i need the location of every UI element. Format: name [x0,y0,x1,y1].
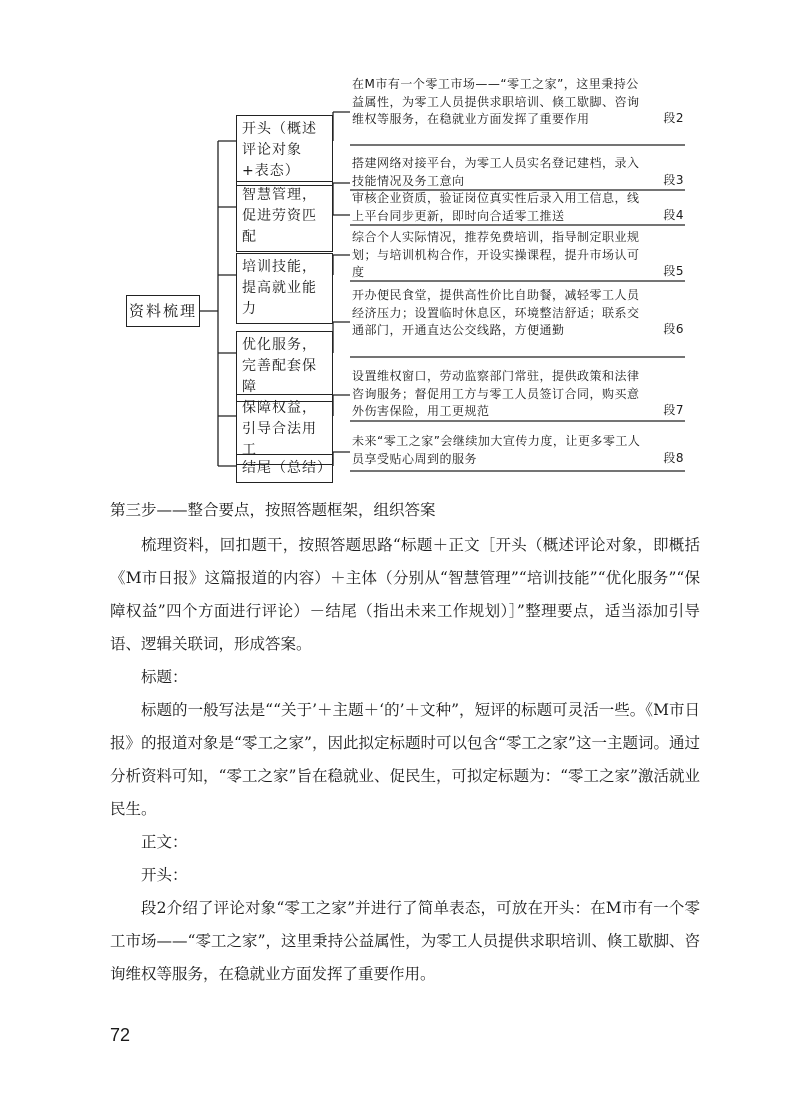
leaf-text: 综合个人实际情况，推荐免费培训，指导制定职业规划；与培训机构合作，开设实操课程，提升市场认可度 [352,230,640,279]
material-mindmap [0,0,800,490]
leaf-para-ref: 段6 [663,322,684,336]
branch-label: 培训技能，提高就业能力 [242,259,317,317]
leaf-para-ref: 段4 [663,207,684,222]
leaf-para-ref: 段5 [663,264,684,278]
page-number: 72 [110,1025,131,1045]
leaf-para-8 [352,433,684,468]
leaf-text: 在M市有一个零工市场——“零工之家”，这里秉持公益属性，为零工人员提供求职培训、倏工歇脚、咨询维权等服务，在稳就业方面发挥了重要作用 [352,77,640,126]
leaf-text: 审核企业资质，验证岗位真实性后录入用工信息，线上平台同步更新，即时向合适零工推送 [352,191,640,223]
leaf-text: 搭建网络对接平台，为零工人员实名登记建档，录入技能情况及务工意向 [352,156,640,188]
step-title: 第三步——整合要点，按照答题框架，组织答案 [110,501,436,519]
heading-opening: 开头： [141,866,188,884]
leaf-para-ref: 段8 [663,450,684,465]
paragraph-opening: 段2介绍了评论对象“零工之家”并进行了简单表态，可放在开头：在M市有一个零工市场——“零工之家”，这里秉持公益属性，为零工人员提供求职培训、倏工歇脚、咨询维权等服务，在稳就业方面发挥了重要作用。 [110,899,700,983]
leaf-para-2 [352,76,684,129]
leaf-text: 未来“零工之家”会继续加大宣传力度，让更多零工人员享受贴心周到的服务 [352,434,641,466]
leaf-para-7 [352,368,684,421]
leaf-para-4 [352,190,684,225]
leaf-para-6 [352,287,684,340]
branch-skills-training [236,253,333,324]
paragraph-sorting: 梳理资料，回扣题干，按照答题思路“标题＋正文［开头（概述评论对象，即概括《M市日报》这篇报道的内容）＋主体（分别从“智慧管理”“培训技能”“优化服务”“保障权益”四个方面进行评论）－结尾（指出未来工作规划）］”整理要点，适当添加引导语、逻辑关联词，形成答案。 [110,536,700,653]
leaf-para-ref: 段2 [663,111,684,125]
heading-title: 标题： [141,668,188,686]
body-content [110,529,700,991]
branch-label: 开头（概述评论对象+表态） [242,121,317,179]
leaf-text: 设置维权窗口，劳动监察部门常驻，提供政策和法律咨询服务；督促用工方与零工人员签订合同，购买意外伤害保险，用工更规范 [352,369,640,418]
leaf-para-ref: 段3 [663,172,684,187]
branch-smart-management [236,181,333,252]
branch-ending [236,454,333,483]
leaf-para-3 [352,155,684,190]
heading-main-text: 正文： [141,833,188,851]
branch-optimize-service [236,331,333,402]
branch-label: 智慧管理，促进劳资匹配 [242,187,317,245]
branch-opening [236,115,333,186]
leaf-para-ref: 段7 [663,403,684,417]
leaf-para-5 [352,229,684,282]
branch-label: 优化服务，完善配套保障 [242,337,317,395]
branch-label: 保障权益，引导合法用工 [242,400,317,458]
branch-label: 结尾（总结） [242,460,332,476]
leaf-text: 开办便民食堂，提供高性价比自助餐，减轻零工人员经济压力；设置临时休息区，环境整洁舒适；联系交通部门，开通直达公交线路，方便通勤 [352,288,640,337]
root-node: 资料梳理 [126,295,200,327]
paragraph-title-method: 标题的一般写法是““关于’＋主题＋‘的’＋文种”，短评的标题可灵活一些。《M市日报》的报道对象是“零工之家”，因此拟定标题时可以包含“零工之家”这一主题词。通过分析资料可知，“零工之家”旨在稳就业、促民生，可拟定标题为：“零工之家”激活就业民生。 [110,701,700,818]
